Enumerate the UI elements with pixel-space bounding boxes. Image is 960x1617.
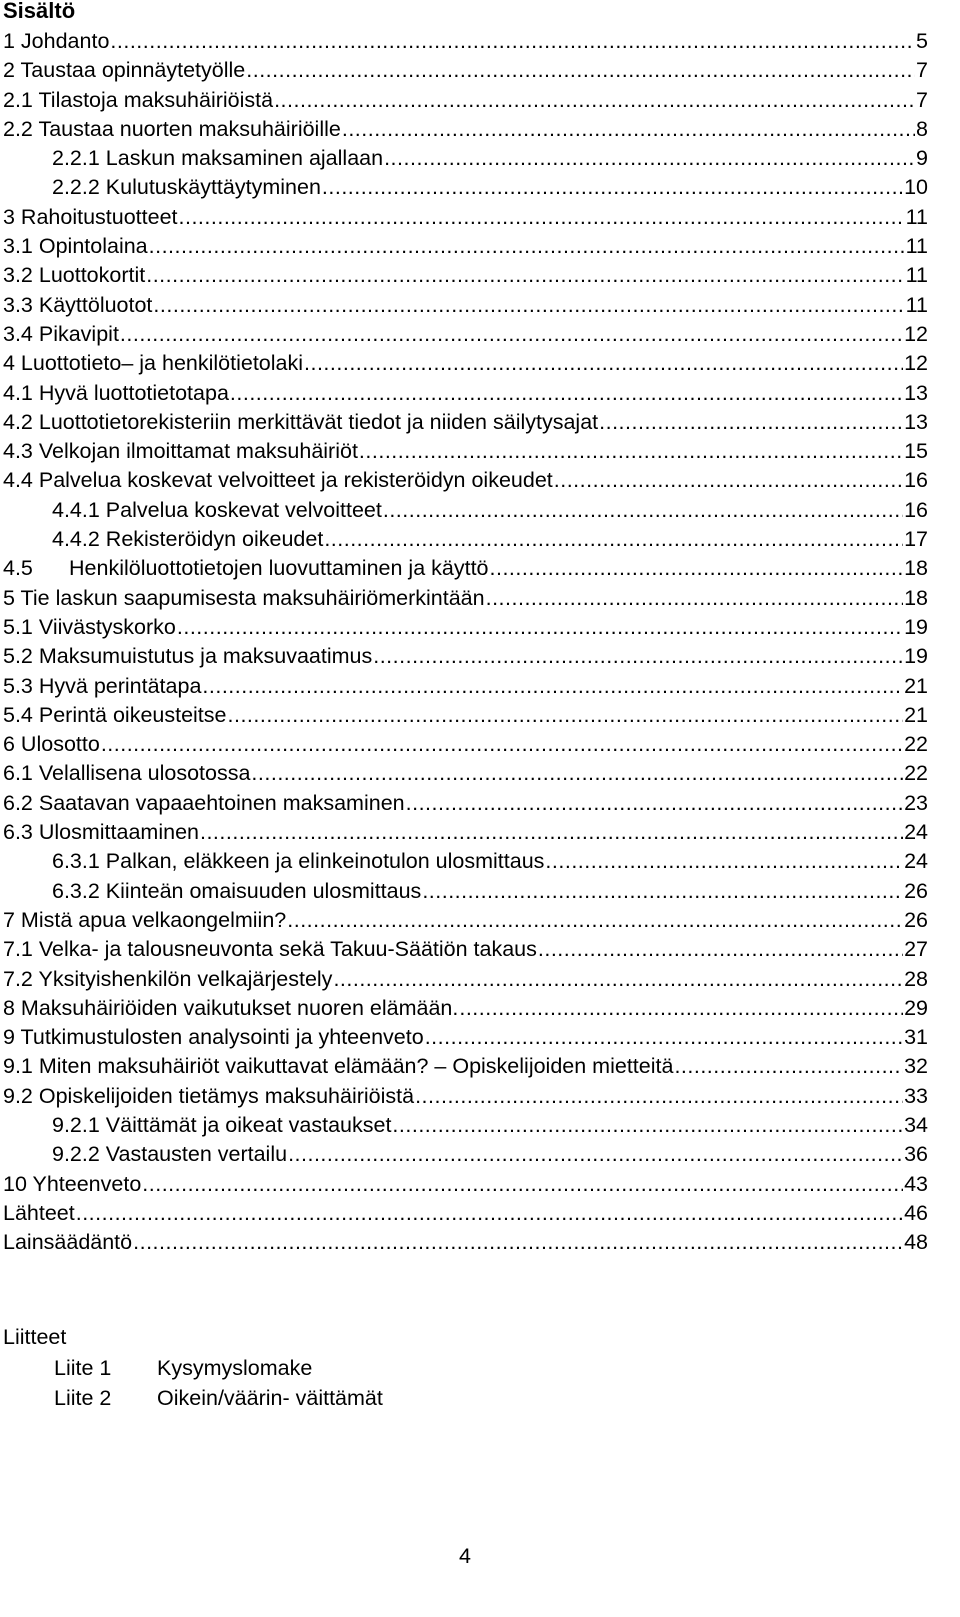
toc-entry-text: 2.2.1 Laskun maksaminen ajallaan — [52, 146, 384, 171]
toc-page-number: 18 — [904, 585, 928, 610]
toc-entry-text: 5.1 Viivästyskorko — [3, 614, 176, 639]
toc-entry-text: Lainsäädäntö — [3, 1230, 133, 1255]
toc-entry-text: 7.2 Yksityishenkilön velkajärjestely — [3, 966, 333, 991]
toc-entry[interactable] — [0, 613, 928, 642]
toc-page-number: 48 — [904, 1230, 928, 1255]
toc-page-number: 32 — [904, 1054, 928, 1079]
toc-entry[interactable] — [0, 1052, 928, 1081]
toc-dot-leader — [674, 1052, 903, 1081]
toc-dot-leader — [324, 525, 903, 554]
toc-dot-leader — [177, 613, 903, 642]
toc-dot-leader — [425, 1023, 903, 1052]
toc-dot-leader — [251, 759, 903, 788]
toc-page-number: 10 — [904, 175, 928, 200]
toc-entry[interactable] — [0, 379, 928, 408]
toc-entry-text: 9.1 Miten maksuhäiriöt vaikuttavat elämään? – Opiskelijoiden mietteitä — [3, 1054, 674, 1079]
toc-page-number: 12 — [904, 321, 928, 346]
toc-entry[interactable] — [0, 1170, 928, 1199]
toc-dot-leader — [538, 935, 903, 964]
attachments-section — [0, 1322, 928, 1414]
toc-entry[interactable] — [0, 789, 928, 818]
toc-dot-leader — [228, 701, 904, 730]
attachments-heading: Liitteet — [3, 1325, 67, 1349]
toc-entry-text: 5 Tie laskun saapumisesta maksuhäiriömerkintään — [3, 585, 485, 610]
attachment-item — [0, 1383, 928, 1414]
toc-entry[interactable] — [0, 232, 928, 261]
toc-dot-leader — [599, 408, 903, 437]
toc-dot-leader — [422, 877, 903, 906]
toc-page-number: 29 — [904, 995, 928, 1020]
toc-entry[interactable] — [0, 759, 928, 788]
toc-page-number: 9 — [916, 146, 928, 171]
toc-entry-text: 4.3 Velkojan ilmoittamat maksuhäiriöt — [3, 439, 358, 464]
toc-page-number: 23 — [904, 790, 928, 815]
toc-dot-leader — [179, 203, 905, 232]
toc-dot-leader — [359, 437, 903, 466]
toc-page-number: 34 — [904, 1112, 928, 1137]
toc-entry[interactable] — [0, 584, 928, 613]
toc-dot-leader — [274, 86, 915, 115]
toc-dot-leader — [76, 1199, 903, 1228]
toc-entry[interactable] — [0, 935, 928, 964]
toc-dot-leader — [153, 291, 904, 320]
toc-entry-text: 5.4 Perintä oikeusteitse — [3, 702, 227, 727]
toc-page-number: 13 — [904, 409, 928, 434]
toc-dot-leader — [133, 1228, 903, 1257]
toc-page-number: 24 — [904, 820, 928, 845]
toc-page-number: 43 — [904, 1171, 928, 1196]
toc-dot-leader — [490, 554, 904, 583]
toc-entry-text: Henkilöluottotietojen luovuttaminen ja käyttö — [69, 556, 489, 581]
page-number: 4 — [459, 1544, 471, 1568]
toc-dot-leader — [322, 173, 903, 202]
toc-entry-text: 6.3.2 Kiinteän omaisuuden ulosmittaus — [52, 878, 422, 903]
toc-entry[interactable] — [0, 1082, 928, 1111]
toc-entry[interactable] — [0, 554, 928, 583]
toc-page-number: 17 — [904, 527, 928, 552]
toc-entry[interactable] — [0, 144, 928, 173]
toc-dot-leader — [120, 320, 903, 349]
toc-page-number: 21 — [904, 673, 928, 698]
toc-page-number: 22 — [904, 761, 928, 786]
toc-page-number: 11 — [905, 204, 928, 229]
toc-dot-leader — [333, 965, 903, 994]
toc-entry-text: 4.4.1 Palvelua koskevat velvoitteet — [52, 497, 382, 522]
toc-dot-leader — [246, 56, 915, 85]
toc-entry-text: 3.3 Käyttöluotot — [3, 292, 153, 317]
toc-page-number: 5 — [916, 29, 928, 53]
toc-page-number: 19 — [904, 614, 928, 639]
toc-entry-text: 3.4 Pikavipit — [3, 321, 119, 346]
toc-page-number: 7 — [916, 87, 928, 112]
toc-entry[interactable] — [0, 994, 928, 1023]
toc-title: Sisältö — [3, 0, 76, 23]
toc-page-number: 16 — [904, 468, 928, 493]
toc-entry[interactable] — [0, 437, 928, 466]
toc-entry[interactable] — [0, 291, 928, 320]
toc-page-number: 36 — [904, 1142, 928, 1167]
toc-entry[interactable] — [0, 261, 928, 290]
toc-dot-leader — [459, 994, 903, 1023]
toc-dot-leader — [554, 466, 903, 495]
toc-page-number: 26 — [904, 907, 928, 932]
toc-entry[interactable] — [0, 1023, 928, 1052]
toc-entry[interactable] — [0, 408, 928, 437]
toc-entry-text: Lähteet — [3, 1200, 75, 1225]
toc-page-number: 11 — [905, 292, 928, 317]
toc-entry[interactable] — [0, 496, 928, 525]
toc-entry[interactable] — [0, 115, 928, 144]
toc-entry-text: 6.1 Velallisena ulosotossa — [3, 761, 251, 786]
toc-entry-text: 2.2.2 Kulutuskäyttäytyminen — [52, 175, 321, 200]
attachment-title: Kysymyslomake — [157, 1355, 313, 1380]
toc-page-number: 11 — [905, 263, 928, 288]
toc-page-number: 33 — [904, 1083, 928, 1108]
toc-page-number: 26 — [904, 878, 928, 903]
toc-entry-text: 3.1 Opintolaina — [3, 234, 148, 259]
toc-entry[interactable] — [0, 701, 928, 730]
toc-entry[interactable] — [0, 173, 928, 202]
toc-dot-leader — [146, 261, 904, 290]
toc-dot-leader — [384, 144, 915, 173]
toc-entry-text: 9.2.1 Väittämät ja oikeat vastaukset — [52, 1112, 392, 1137]
toc-entry[interactable] — [0, 818, 928, 847]
toc-entry[interactable] — [0, 27, 928, 56]
toc-entry[interactable] — [0, 349, 928, 378]
toc-page-number: 27 — [904, 937, 928, 962]
attachment-title: Oikein/väärin- väittämät — [157, 1386, 383, 1410]
toc-dot-leader — [287, 906, 903, 935]
attachment-item — [0, 1353, 928, 1384]
toc-entry[interactable] — [0, 877, 928, 906]
toc-entry[interactable] — [0, 56, 928, 85]
toc-entry[interactable] — [0, 642, 928, 671]
toc-page-number: 7 — [916, 58, 928, 83]
toc-entry[interactable] — [0, 1140, 928, 1169]
toc-dot-leader — [406, 789, 903, 818]
toc-page-number: 12 — [904, 351, 928, 376]
toc-entry-text: 1 Johdanto — [3, 29, 110, 53]
toc-dot-leader — [200, 818, 903, 847]
toc-entry-text: 8 Maksuhäiriöiden vaikutukset nuoren elämään. — [3, 995, 459, 1020]
toc-page-number: 31 — [904, 1025, 928, 1050]
toc-entry[interactable] — [0, 906, 928, 935]
toc-entry-text: 5.2 Maksumuistutus ja maksuvaatimus — [3, 644, 373, 669]
toc-page-number: 21 — [904, 702, 928, 727]
toc-entry-text: 4.2 Luottotietorekisteriin merkittävät tiedot ja niiden säilytysajat — [3, 409, 599, 434]
toc-page-number: 24 — [904, 849, 928, 874]
toc-page-number: 15 — [904, 439, 928, 464]
toc-dot-leader — [486, 584, 903, 613]
toc-entry-text: 4.1 Hyvä luottotietotapa — [3, 380, 229, 405]
toc-dot-leader — [304, 349, 903, 378]
toc-entry-number: 4.5 — [3, 556, 33, 581]
toc-dot-leader — [110, 27, 915, 56]
toc-dot-leader — [373, 642, 903, 671]
toc-entry-text: 9 Tutkimustulosten analysointi ja yhteenveto — [3, 1025, 424, 1050]
toc-entry-text: 6.2 Saatavan vapaaehtoinen maksaminen — [3, 790, 405, 815]
toc-entry-text: 7 Mistä apua velkaongelmiin? — [3, 907, 287, 932]
toc-page-number: 13 — [904, 380, 928, 405]
attachment-label: Liite 1 — [54, 1355, 112, 1380]
toc-entry[interactable] — [0, 672, 928, 701]
toc-page-number: 8 — [916, 116, 928, 141]
toc-entry-text: 9.2.2 Vastausten vertailu — [52, 1142, 288, 1167]
toc-entry-text: 6.3 Ulosmittaaminen — [3, 820, 199, 845]
toc-entry[interactable] — [0, 730, 928, 759]
toc-entry-text: 3 Rahoitustuotteet — [3, 204, 178, 229]
toc-dot-leader — [415, 1082, 903, 1111]
toc-entry-text: 4.4.2 Rekisteröidyn oikeudet — [52, 527, 324, 552]
toc-page-number: 28 — [904, 966, 928, 991]
toc-entry-text: 6 Ulosotto — [3, 732, 100, 757]
toc-entry-text: 2.1 Tilastoja maksuhäiriöistä — [3, 87, 274, 112]
toc-entry-text: 4 Luottotieto– ja henkilötietolaki — [3, 351, 304, 376]
toc-entry[interactable] — [0, 847, 928, 876]
toc-list — [0, 27, 928, 1257]
toc-entry[interactable] — [0, 203, 928, 232]
toc-entry-text: 3.2 Luottokortit — [3, 263, 146, 288]
toc-entry[interactable] — [0, 965, 928, 994]
toc-page-number: 18 — [904, 556, 928, 581]
toc-entry-text: 2 Taustaa opinnäytetyölle — [3, 58, 246, 83]
toc-dot-leader — [383, 496, 903, 525]
toc-page-number: 19 — [904, 644, 928, 669]
toc-entry[interactable] — [0, 466, 928, 495]
toc-entry[interactable] — [0, 525, 928, 554]
toc-dot-leader — [101, 730, 903, 759]
toc-entry[interactable] — [0, 1199, 928, 1228]
toc-entry[interactable] — [0, 86, 928, 115]
toc-dot-leader — [149, 232, 905, 261]
attachment-label: Liite 2 — [54, 1386, 112, 1410]
toc-entry-text: 2.2 Taustaa nuorten maksuhäiriöille — [3, 116, 341, 141]
toc-entry[interactable] — [0, 1111, 928, 1140]
toc-entry[interactable] — [0, 1228, 928, 1257]
toc-dot-leader — [288, 1140, 903, 1169]
toc-entry-text: 5.3 Hyvä perintätapa — [3, 673, 202, 698]
toc-page-number: 22 — [904, 732, 928, 757]
toc-dot-leader — [342, 115, 915, 144]
toc-entry-text: 9.2 Opiskelijoiden tietämys maksuhäiriöistä — [3, 1083, 415, 1108]
toc-dot-leader — [545, 847, 903, 876]
toc-dot-leader — [142, 1170, 903, 1199]
toc-entry-text: 6.3.1 Palkan, eläkkeen ja elinkeinotulon ulosmittaus — [52, 849, 545, 874]
toc-dot-leader — [202, 672, 903, 701]
toc-page-number: 46 — [904, 1200, 928, 1225]
toc-dot-leader — [230, 379, 903, 408]
toc-entry[interactable] — [0, 320, 928, 349]
toc-page-number: 11 — [905, 234, 928, 259]
toc-entry-text: 4.4 Palvelua koskevat velvoitteet ja rekisteröidyn oikeudet — [3, 468, 553, 493]
toc-dot-leader — [392, 1111, 903, 1140]
toc-entry-text: 10 Yhteenveto — [3, 1171, 142, 1196]
toc-entry-text: 7.1 Velka- ja talousneuvonta sekä Takuu-Säätiön takaus — [3, 937, 537, 962]
toc-page-number: 16 — [904, 497, 928, 522]
